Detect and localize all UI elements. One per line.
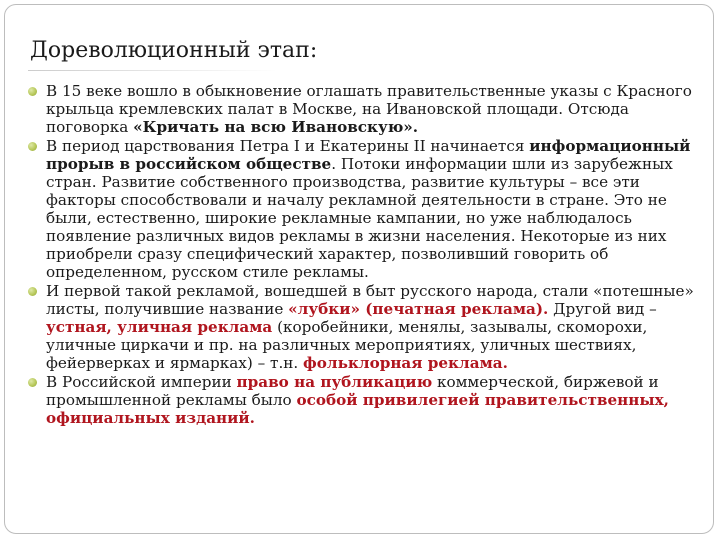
bullet-dot-icon	[28, 378, 37, 387]
bullet-text-segment: В период царствования Петра I и Екатерины II начинается	[46, 137, 530, 155]
bullet-text-bold: информационный прорыв в российском обществе	[46, 137, 691, 173]
bullet-text-segment: (коробейники, менялы, зазывалы, скоморохи, уличные циркачи и пр. на различных мероприятиях, уличных шествиях, фейерверках и ярмарках) – т.н.	[46, 318, 648, 372]
title-divider	[28, 70, 278, 71]
bullet-dot-icon	[28, 142, 37, 151]
bullet-item-lubki	[28, 282, 700, 372]
bullet-dot-icon	[28, 287, 37, 296]
bullet-item-ivanovskaya	[28, 82, 700, 136]
bullet-text-bold: «Кричать на всю Ивановскую».	[133, 118, 419, 136]
bullet-text-highlight: право на публикацию	[236, 373, 433, 391]
slide-title: Дореволюционный этап:	[30, 38, 318, 63]
bullet-text-segment: коммерческой, биржевой и промышленной рекламы было	[46, 373, 659, 409]
bullet-text-segment: . Потоки информации шли из зарубежных стран. Развитие собственного производства, развитие культуры – все эти факторы способствовали и началу рекламной деятельности в стране. Это не были, естественно, широкие рекламные кампании, но уже наблюдалось появление различных видов рекламы в жизни населения. Некоторые из них приобрели сразу специфический характер, позволивший говорить об определенном, русском стиле рекламы.	[46, 155, 673, 281]
bullet-text-segment: В 15 веке вошло в обыкновение оглашать правительственные указы с Красного крыльца кремлевских палат в Москве, на Ивановской площади. Отсюда поговорка	[46, 82, 692, 136]
bullet-text-highlight: особой привилегией правительственных, официальных изданий.	[46, 391, 669, 427]
bullet-text-segment: И первой такой рекламой, вошедшей в быт русского народа, стали «потешные» листы, получившие название	[46, 282, 694, 318]
bullet-text-segment: Другой вид –	[548, 300, 657, 318]
bullet-text-highlight: фольклорная реклама.	[303, 354, 508, 372]
bullet-list	[28, 82, 700, 428]
bullet-text-highlight: устная, уличная реклама	[46, 318, 273, 336]
bullet-text-segment: В Российской империи	[46, 373, 237, 391]
bullet-text-highlight: «лубки» (печатная реклама).	[288, 300, 549, 318]
bullet-item-publication-right	[28, 373, 700, 427]
bullet-item-peter-catherine	[28, 137, 700, 281]
bullet-dot-icon	[28, 87, 37, 96]
